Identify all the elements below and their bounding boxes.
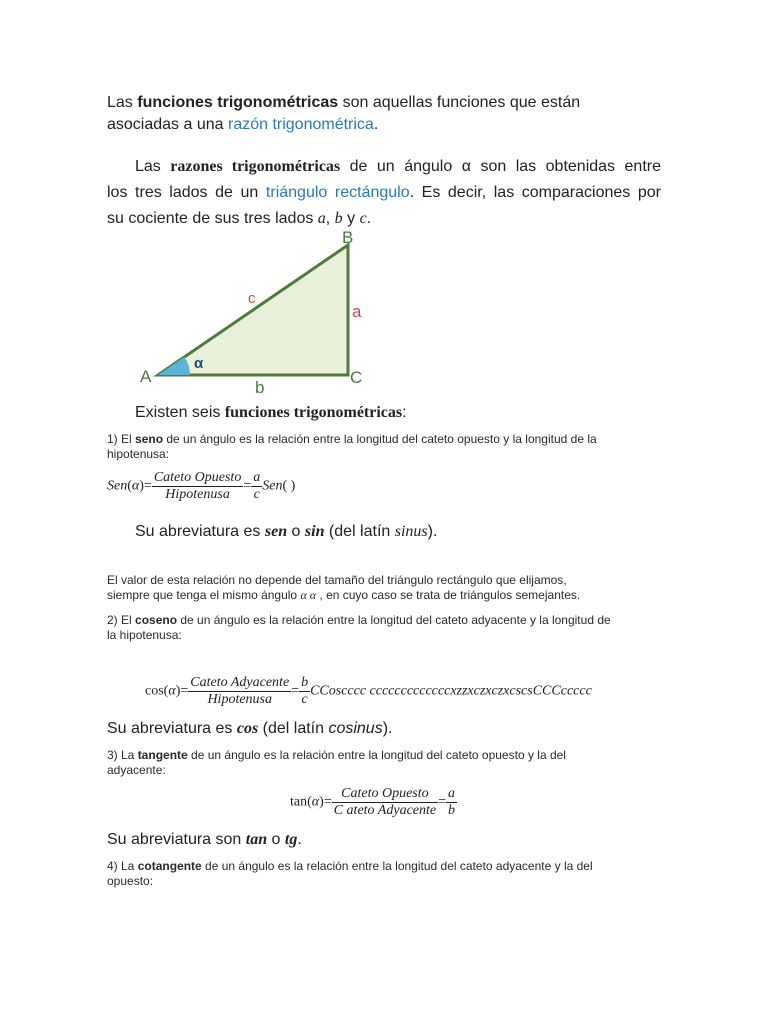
vertex-a-label: A	[140, 367, 152, 386]
angle-alpha-label: α	[194, 355, 204, 372]
right-triangle-figure	[130, 225, 380, 400]
razones-line-1: Las razones trigonométricas de un ángulo α son las obtenidas entre	[135, 158, 661, 175]
tangente-fraction: $\frac{\text{Cateto Opuesto}}{\text{C ateto Adyacente}}$	[333, 786, 437, 818]
side-b-label: b	[255, 378, 265, 397]
seno-abbreviation: Su abreviatura es sen o sin (del latín sinus).	[135, 523, 438, 540]
razon-trigonometrica-link[interactable]: razón trigonométrica	[227, 116, 374, 133]
intro-line-2: asociadas a una razón trigonométrica.	[107, 116, 379, 133]
side-c-label: c	[248, 290, 256, 307]
tangente-abbreviation: Su abreviatura son tan o tg.	[107, 831, 302, 848]
side-a-label: a	[352, 302, 362, 321]
bold-term: funciones trigonométricas	[137, 94, 339, 111]
triangle-shape	[158, 245, 348, 375]
cotangente-definition: 4) La cotangente de un ángulo es la relación entre la longitud del cateto adyacente y la del opuesto:	[107, 859, 593, 888]
existen-paragraph: Existen seis funciones trigonométricas:	[135, 404, 407, 421]
tangente-ratio: $\frac{a}{b}$	[448, 786, 455, 818]
vertex-c-label: C	[350, 368, 363, 387]
triangulo-rectangulo-link[interactable]: triángulo rectángulo	[265, 184, 410, 201]
bold-term: razones trigonométricas	[170, 158, 341, 175]
seno-fraction: $\frac{\text{Cateto Opuesto}}{\text{Hipotenusa}}$	[153, 470, 242, 502]
bold-term: coseno	[135, 613, 178, 627]
razones-paragraph	[107, 154, 661, 232]
bold-term: cotangente	[137, 859, 202, 873]
seno-ratio: $\frac{a}{c}$	[253, 470, 261, 502]
razones-line-2: los tres lados de un triángulo rectángulo. Es decir, las comparaciones por	[107, 184, 661, 201]
coseno-ratio: $\frac{b}{c}$	[301, 675, 309, 707]
bold-term: funciones trigonométricas	[224, 404, 403, 421]
razones-line-3: su cociente de sus tres lados a, b y c.	[107, 210, 372, 227]
intro-line-1: Las funciones trigonométricas son aquellas funciones que están	[107, 94, 581, 111]
tangente-formula: tan(α)= $\frac{\text{Cateto Opuesto}}{\text{C ateto Adyacente}}$ = $\frac{a}{b}$	[290, 786, 455, 818]
tangente-definition: 3) La tangente de un ángulo es la relación entre la longitud del cateto opuesto y la del adyacente:	[107, 748, 566, 777]
coseno-abbreviation: Su abreviatura es cos (del latín cosinus).	[107, 720, 393, 737]
bold-term: tangente	[137, 748, 188, 762]
valor-paragraph: El valor de esta relación no depende del tamaño del triángulo rectángulo que elijamos, siempre que tenga el mismo ángulo α α , en cuyo caso se trata de triángulos semejantes.	[107, 573, 581, 602]
seno-formula: Sen(α)= $\frac{\text{Cateto Opuesto}}{\text{Hipotenusa}}$ = $\frac{a}{c}$ Sen( )	[107, 470, 296, 502]
coseno-fraction: $\frac{\text{Cateto Adyacente}}{\text{Hipotenusa}}$	[190, 675, 290, 707]
coseno-definition: 2) El coseno de un ángulo es la relación entre la longitud del cateto adyacente y la longitud de la hipotenusa:	[107, 613, 611, 642]
vertex-b-label: B	[342, 228, 354, 247]
angle-alpha-arc	[158, 357, 190, 375]
bold-term: seno	[135, 432, 164, 446]
intro-paragraph	[107, 92, 667, 136]
coseno-formula: cos(α)= $\frac{\text{Cateto Adyacente}}{\text{Hipotenusa}}$ = $\frac{b}{c}$ CCoscccc cccccccccccccxzzxczxczxcscsCCCccccc	[145, 675, 592, 707]
seno-definition: 1) El seno de un ángulo es la relación entre la longitud del cateto opuesto y la longitud de la hipotenusa:	[107, 432, 597, 461]
